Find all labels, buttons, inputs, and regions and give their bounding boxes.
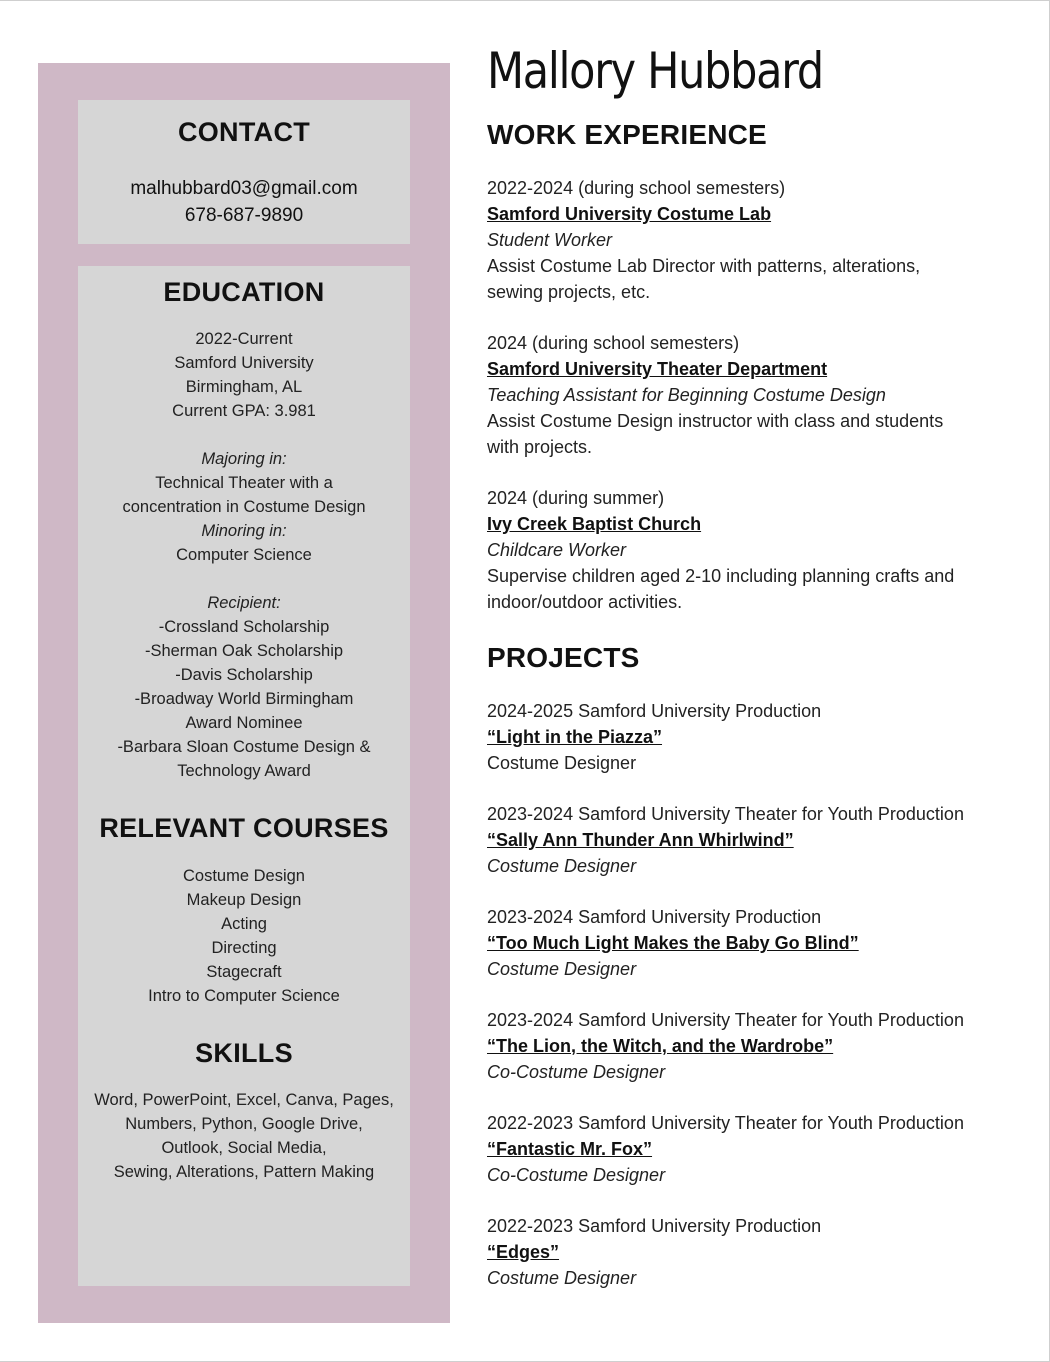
skills-line: Word, PowerPoint, Excel, Canva, Pages, [94,1091,394,1110]
project-entry [487,1110,1007,1188]
work-dates: 2024 (during summer) [487,488,665,508]
project-role: Co-Costume Designer [487,1165,666,1185]
project-show: “Edges” [487,1242,560,1262]
work-desc: Assist Costume Lab Director with patterns, alterations, [487,256,921,276]
work-org: Ivy Creek Baptist Church [487,514,702,534]
work-role: Teaching Assistant for Beginning Costume Design [487,385,886,405]
work-entry [487,175,1007,305]
projects-heading: PROJECTS [487,642,640,673]
education-school: Samford University [174,354,314,373]
project-show: “Sally Ann Thunder Ann Whirlwind” [487,830,794,850]
contact-panel [78,100,410,244]
work-desc: sewing projects, etc. [487,282,651,302]
project-production: 2022-2023 Samford University Production [487,1216,822,1236]
project-role: Costume Designer [487,753,637,773]
work-entry [487,485,1007,615]
project-show: “Light in the Piazza” [487,727,663,747]
contact-email[interactable]: malhubbard03@gmail.com [130,178,358,199]
skills-heading: SKILLS [195,1037,293,1068]
award-item: -Barbara Sloan Costume Design & [117,738,371,757]
award-item: -Crossland Scholarship [158,618,330,637]
skills-line: Sewing, Alterations, Pattern Making [113,1163,375,1182]
courses-block [78,864,410,1008]
award-item: -Broadway World Birmingham [134,690,354,709]
minor-line: Computer Science [176,546,312,565]
skills-line: Numbers, Python, Google Drive, [125,1115,363,1134]
project-entry [487,1213,1007,1291]
work-org: Samford University Theater Department [487,359,828,379]
candidate-name: Mallory Hubbard [487,42,823,100]
projects-list [487,698,1007,1291]
details-panel [78,266,410,1286]
recipient-label: Recipient: [207,594,281,613]
courses-heading: RELEVANT COURSES [99,813,389,844]
course-item: Acting [221,914,267,933]
award-item: -Davis Scholarship [175,666,313,685]
skills-block [78,1088,410,1184]
majoring-label: Majoring in: [201,450,287,469]
work-desc: with projects. [487,437,593,457]
award-item: -Sherman Oak Scholarship [144,642,344,661]
course-item: Directing [211,938,277,957]
course-item: Stagecraft [206,962,282,981]
project-entry [487,698,1007,776]
sidebar [38,63,450,1323]
education-heading: EDUCATION [163,277,325,307]
work-desc: Assist Costume Design instructor with class and students [487,411,944,431]
project-role: Costume Designer [487,856,637,876]
work-desc: Supervise children aged 2-10 including planning crafts and [487,566,955,586]
project-production: 2023-2024 Samford University Production [487,907,822,927]
project-show: “Fantastic Mr. Fox” [487,1139,653,1159]
work-list [487,175,1007,615]
award-item: Award Nominee [185,714,303,733]
course-item: Costume Design [183,866,305,885]
course-item: Makeup Design [186,890,302,909]
project-production: 2023-2024 Samford University Theater for Youth Production [487,1010,964,1030]
education-location: Birmingham, AL [185,378,303,397]
award-item: Technology Award [177,762,311,781]
work-role: Student Worker [487,230,613,250]
contact-heading: CONTACT [177,117,311,147]
course-item: Intro to Computer Science [148,986,340,1005]
education-block [78,327,410,783]
work-org: Samford University Costume Lab [487,204,772,224]
work-dates: 2022-2024 (during school semesters) [487,178,786,198]
work-role: Childcare Worker [487,540,627,560]
education-gpa: Current GPA: 3.981 [172,402,316,421]
skills-line: Outlook, Social Media, [161,1139,327,1158]
work-desc: indoor/outdoor activities. [487,592,683,612]
project-role: Costume Designer [487,1268,637,1288]
project-entry [487,1007,1007,1085]
project-production: 2023-2024 Samford University Theater for Youth Production [487,804,964,824]
education-dates: 2022-Current [195,330,293,349]
project-role: Costume Designer [487,959,637,979]
main-column [487,40,1007,1291]
major-line: Technical Theater with a [155,474,333,493]
work-dates: 2024 (during school semesters) [487,333,740,353]
project-entry [487,801,1007,879]
project-role: Co-Costume Designer [487,1062,666,1082]
contact-phone[interactable]: 678-687-9890 [184,205,304,226]
major-line: concentration in Costume Design [122,498,366,517]
project-production: 2024-2025 Samford University Production [487,701,822,721]
project-entry [487,904,1007,982]
project-show: “Too Much Light Makes the Baby Go Blind” [487,933,859,953]
work-entry [487,330,1007,460]
project-production: 2022-2023 Samford University Theater for Youth Production [487,1113,964,1133]
project-show: “The Lion, the Witch, and the Wardrobe” [487,1036,834,1056]
work-experience-heading: WORK EXPERIENCE [487,119,767,150]
minoring-label: Minoring in: [201,522,287,541]
